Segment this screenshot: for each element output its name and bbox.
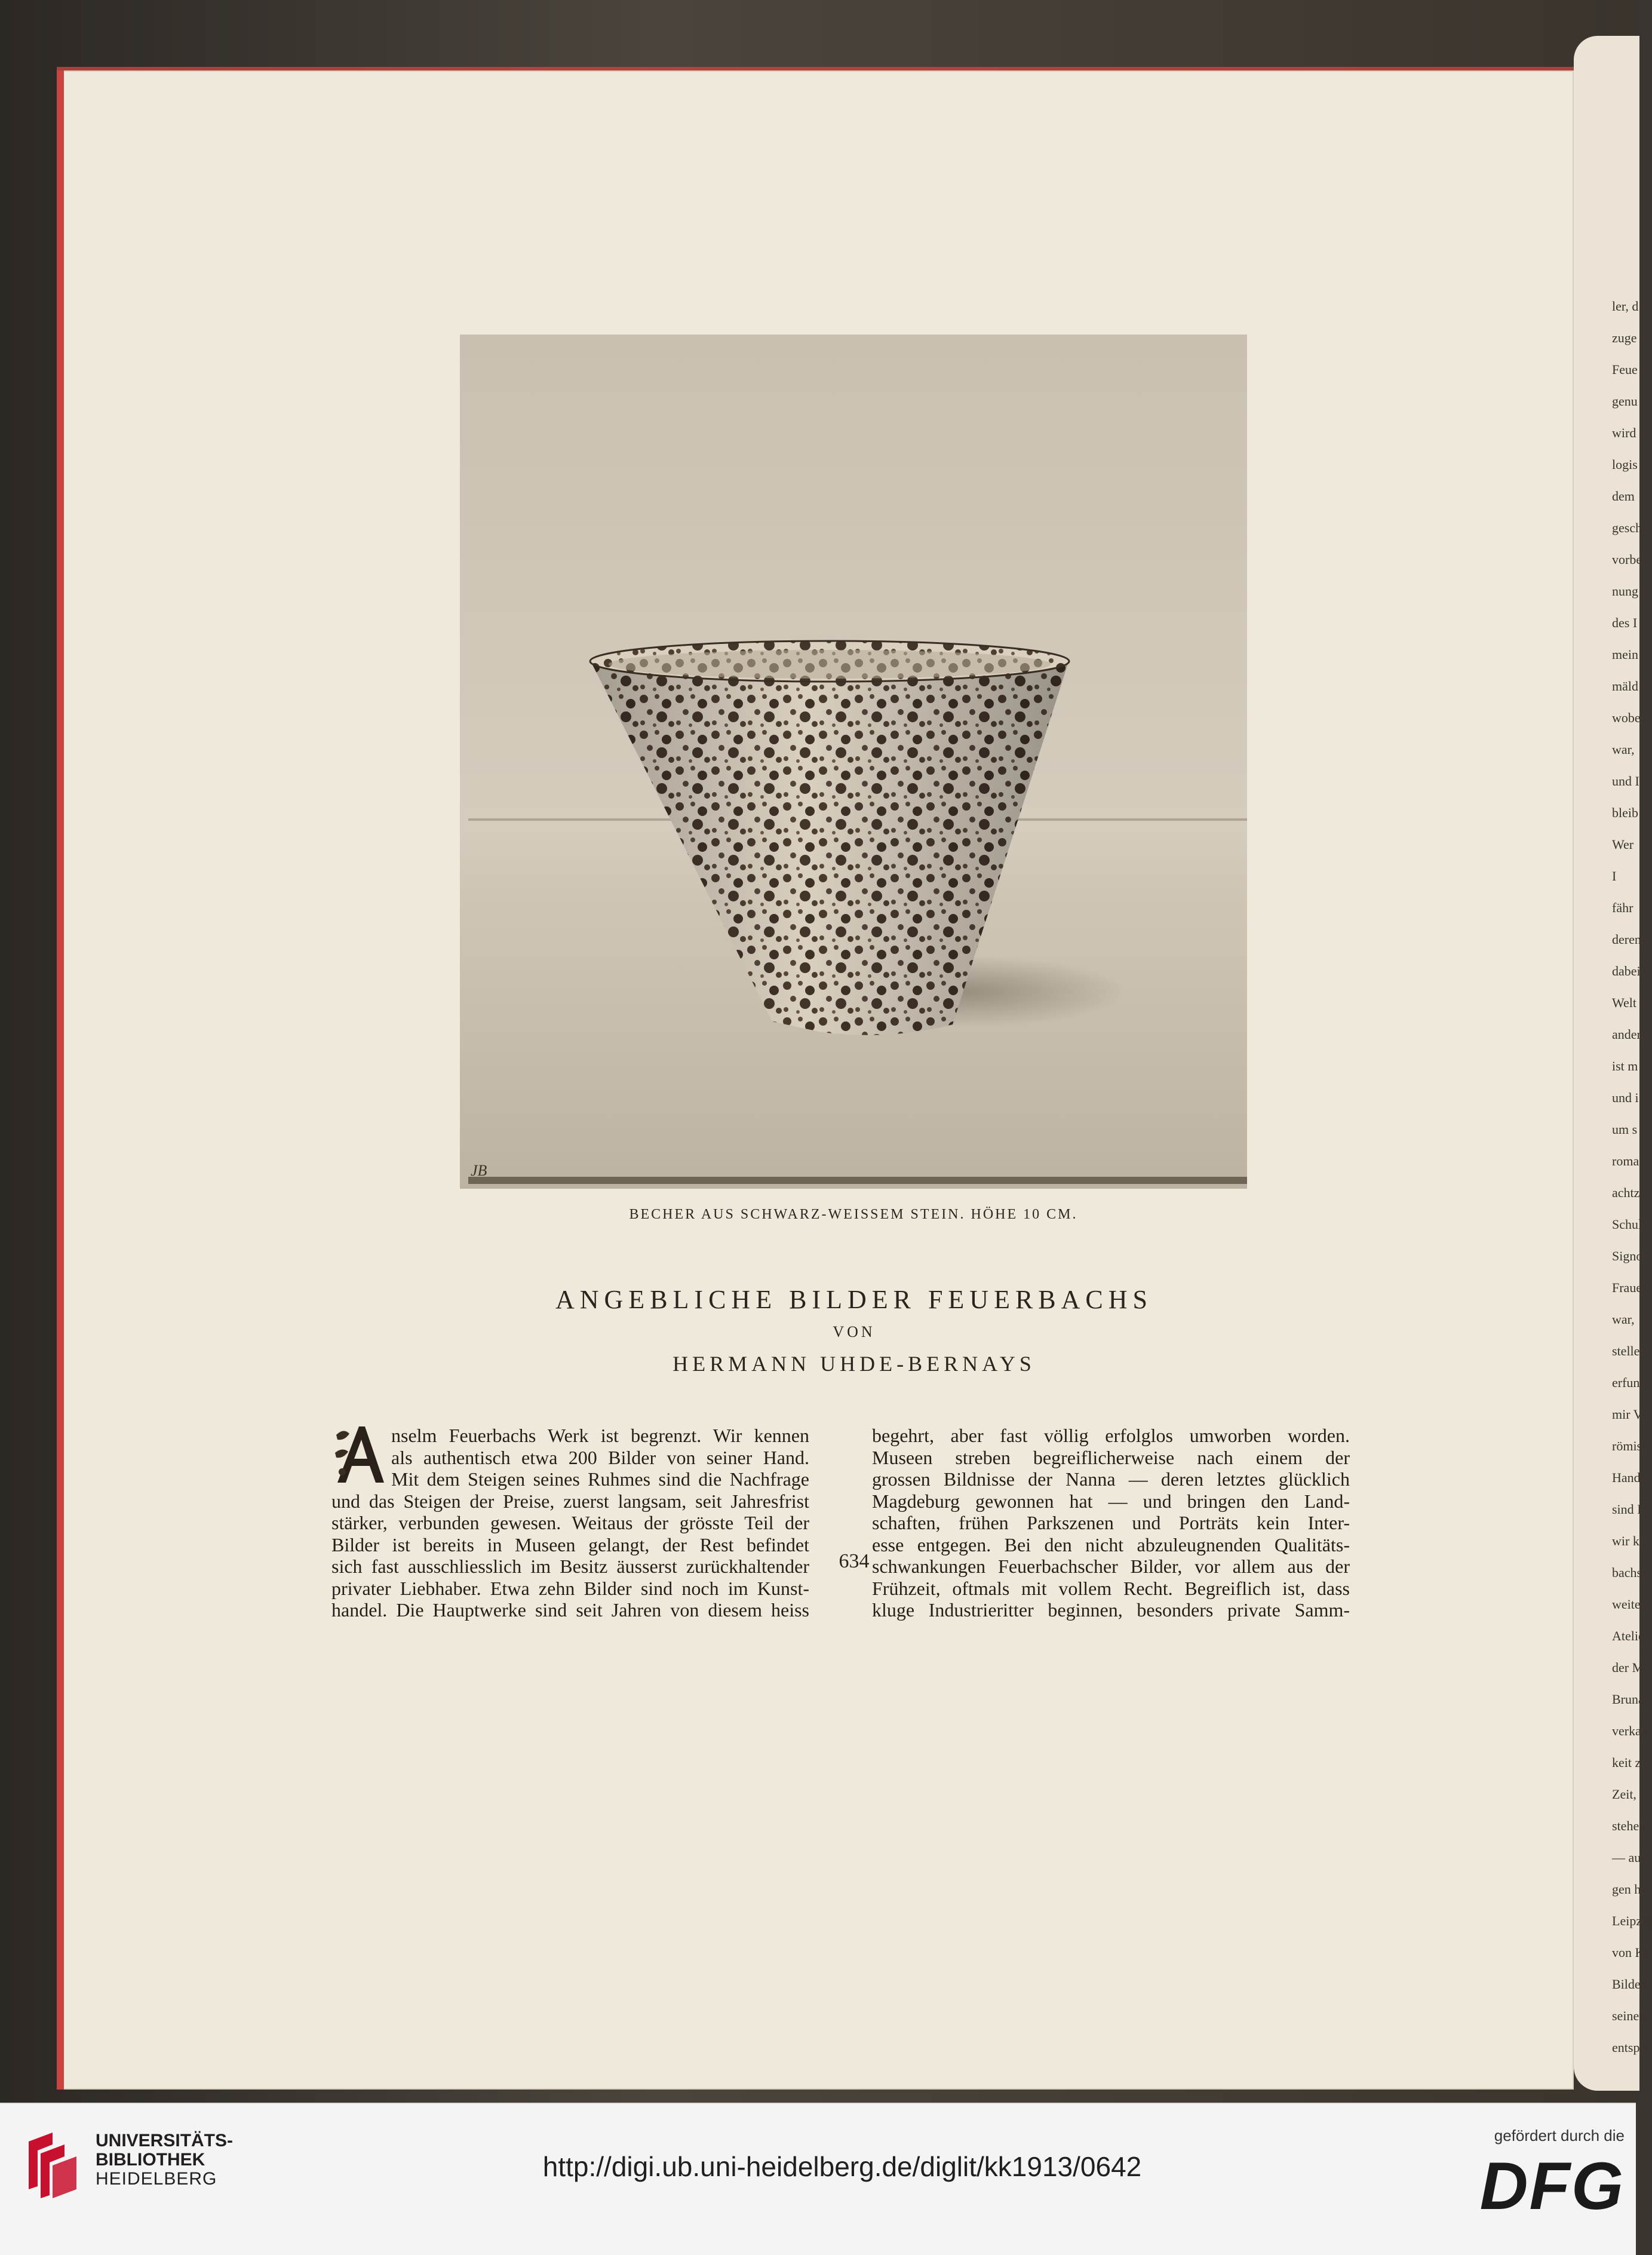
text-line: begehrt, aber fast völlig erfolglos umworben worden. [872, 1425, 1350, 1446]
next-page-text-fragment: dabei [1612, 964, 1641, 978]
text-line: sich fast ausschliesslich im Besitz äusserst zurückhaltender [331, 1556, 809, 1577]
permalink-url[interactable]: http://digi.ub.uni-heidelberg.de/diglit/kk1913/0642 [542, 2151, 1142, 2182]
next-page-text-fragment: wobe [1612, 710, 1641, 725]
text-line: Frühzeit, oftmals mit vollem Recht. Begreiflich ist, dass [872, 1577, 1350, 1599]
article-author: HERMANN UHDE-BERNAYS [673, 1352, 1036, 1376]
next-page-text-fragment: nung [1612, 584, 1638, 599]
next-page-text-fragment: weiter [1612, 1597, 1645, 1612]
next-page-text-fragment: Bildes [1612, 1977, 1646, 1992]
next-page-text-fragment: mäld [1612, 679, 1638, 694]
next-page-text-fragment: Wer [1612, 837, 1634, 852]
text-line: als authentisch etwa 200 Bilder von seiner Hand. [391, 1446, 809, 1468]
next-page-text-fragment: fähr [1612, 900, 1633, 915]
next-page-text-fragment: von Ke [1612, 1945, 1651, 1960]
next-page-text-fragment: wir k [1612, 1533, 1639, 1548]
next-page-text-fragment: sind I [1612, 1502, 1642, 1517]
next-page-text-fragment: vorbe [1612, 552, 1642, 567]
stone-beaker-illustration [460, 335, 1247, 1189]
next-page-text-fragment: ist m [1612, 1059, 1638, 1073]
text-line: kluge Industrieritter beginnen, besonders private Samm- [872, 1599, 1350, 1621]
page-left-edge [57, 70, 64, 2090]
text-column-left [331, 1425, 809, 1621]
next-page-text-fragment: ander [1612, 1027, 1641, 1042]
next-page-text-fragment: des I [1612, 615, 1638, 630]
library-name [96, 2131, 233, 2189]
next-page-text-fragment: logis [1612, 457, 1638, 472]
funding-label: gefördert durch die [1494, 2127, 1625, 2144]
vessel-photograph [460, 335, 1247, 1189]
text-column-right [872, 1425, 1350, 1621]
next-page-text-fragment: — auc [1612, 1850, 1647, 1865]
next-page-text-fragment: I [1612, 869, 1617, 883]
next-page-text-fragment: gesch [1612, 520, 1642, 535]
next-page-text-fragment: genu [1612, 394, 1638, 409]
next-page-text-fragment: Bruna [1612, 1692, 1644, 1707]
next-page-text-fragment: stelle [1612, 1343, 1640, 1358]
library-name-line2: BIBLIOTHEK [96, 2150, 205, 2170]
next-page-text-fragment: um s [1612, 1122, 1638, 1137]
next-page-text-fragment: Hand [1612, 1470, 1641, 1485]
library-name-line1: UNIVERSITÄTS- [96, 2131, 234, 2150]
next-page-text-fragment: Atelie [1612, 1628, 1644, 1643]
next-page-text-fragment: war, [1612, 1312, 1635, 1327]
next-page-text-fragment: ler, d [1612, 299, 1639, 314]
next-page-text-fragment: bachs [1612, 1565, 1642, 1580]
text-line: privater Liebhaber. Etwa zehn Bilder sind noch im Kunst- [331, 1577, 809, 1599]
next-page-text-fragment: roma [1612, 1153, 1639, 1168]
next-page-text-fragment: Feue [1612, 362, 1638, 377]
next-page-text-fragment: zuge [1612, 330, 1637, 345]
next-page-text-fragment: römis [1612, 1438, 1642, 1453]
next-page-text-fragment: mein [1612, 647, 1638, 662]
next-page-text-fragment: und i [1612, 1090, 1639, 1105]
next-page-text-fragment: mir V [1612, 1407, 1643, 1422]
dfg-logo-icon: DFG [1479, 2149, 1625, 2223]
next-page-text-fragment: war, [1612, 742, 1635, 757]
article-title: ANGEBLICHE BILDER FEUERBACHS [555, 1285, 1153, 1314]
text-line: Museen streben begreiflicherweise nach einem der [872, 1446, 1350, 1468]
text-line: Magdeburg gewonnen hat — und bringen den Land- [872, 1490, 1350, 1512]
text-line: esse entgegen. Bei den nicht abzuleugnenden Qualitäts- [872, 1533, 1350, 1556]
page-number: 634 [839, 1550, 870, 1572]
figure-caption: BECHER AUS SCHWARZ-WEISSEM STEIN. HÖHE 10 CM. [629, 1207, 1078, 1222]
text-line: Bilder ist bereits in Museen gelangt, der Rest befindet [331, 1533, 809, 1556]
next-page-text-fragment: und I [1612, 774, 1639, 789]
ub-heidelberg-logo-icon [17, 2130, 88, 2201]
next-page-text-fragment: entspri [1612, 2040, 1648, 2055]
next-page-text-fragment: bleib [1612, 805, 1638, 820]
next-page-text-fragment: deren [1612, 932, 1641, 947]
next-page-text-fragment: Welt [1612, 995, 1636, 1010]
next-page-text-fragment: wird [1612, 425, 1636, 440]
library-name-line3: HEIDELBERG [96, 2169, 217, 2189]
artist-monogram: JB [471, 1162, 487, 1179]
next-page-text-fragment: achtz [1612, 1185, 1640, 1200]
next-page-text-fragment: seinen [1612, 2008, 1646, 2023]
text-line: stärker, verbunden gewesen. Weitaus der grösste Teil der [331, 1512, 809, 1533]
next-page-text-fragment: dem [1612, 489, 1635, 504]
next-page-text-fragment: stehen [1612, 1818, 1646, 1833]
next-page-text-fragment: Leipzig [1612, 1913, 1652, 1928]
next-page-text-fragment: keit z [1612, 1755, 1641, 1770]
next-page-text-fragment: gen he [1612, 1882, 1647, 1897]
next-page-text-fragment: Fraue [1612, 1280, 1642, 1295]
next-page-text-fragment: Zeit, [1612, 1787, 1636, 1802]
table-edge [468, 1177, 1247, 1184]
text-line: und das Steigen der Preise, zuerst langsam, seit Jahresfrist [331, 1490, 809, 1512]
text-line: schwankungen Feuerbachscher Bilder, vor allem aus der [872, 1556, 1350, 1577]
next-page-text-fragment: Schul [1612, 1217, 1642, 1232]
text-line: Mit dem Steigen seines Ruhmes sind die Nachfrage [391, 1468, 809, 1490]
next-page-edge [1574, 36, 1652, 2091]
text-line: schaften, frühen Parkszenen und Porträts kein Inter- [872, 1512, 1350, 1533]
byline-prefix: VON [833, 1323, 876, 1340]
text-line: handel. Die Hauptwerke sind seit Jahren von diesem heiss [331, 1599, 809, 1621]
next-page-text-fragment: erfun [1612, 1375, 1640, 1390]
next-page-text-fragment: verkau [1612, 1723, 1648, 1738]
text-line: nselm Feuerbachs Werk ist begrenzt. Wir kennen [391, 1425, 809, 1446]
text-line: grossen Bildnisse der Nanna — deren letztes glücklich [872, 1468, 1350, 1490]
next-page-text-fragment: der M [1612, 1660, 1644, 1675]
next-page-text-fragment: Signo [1612, 1248, 1643, 1263]
